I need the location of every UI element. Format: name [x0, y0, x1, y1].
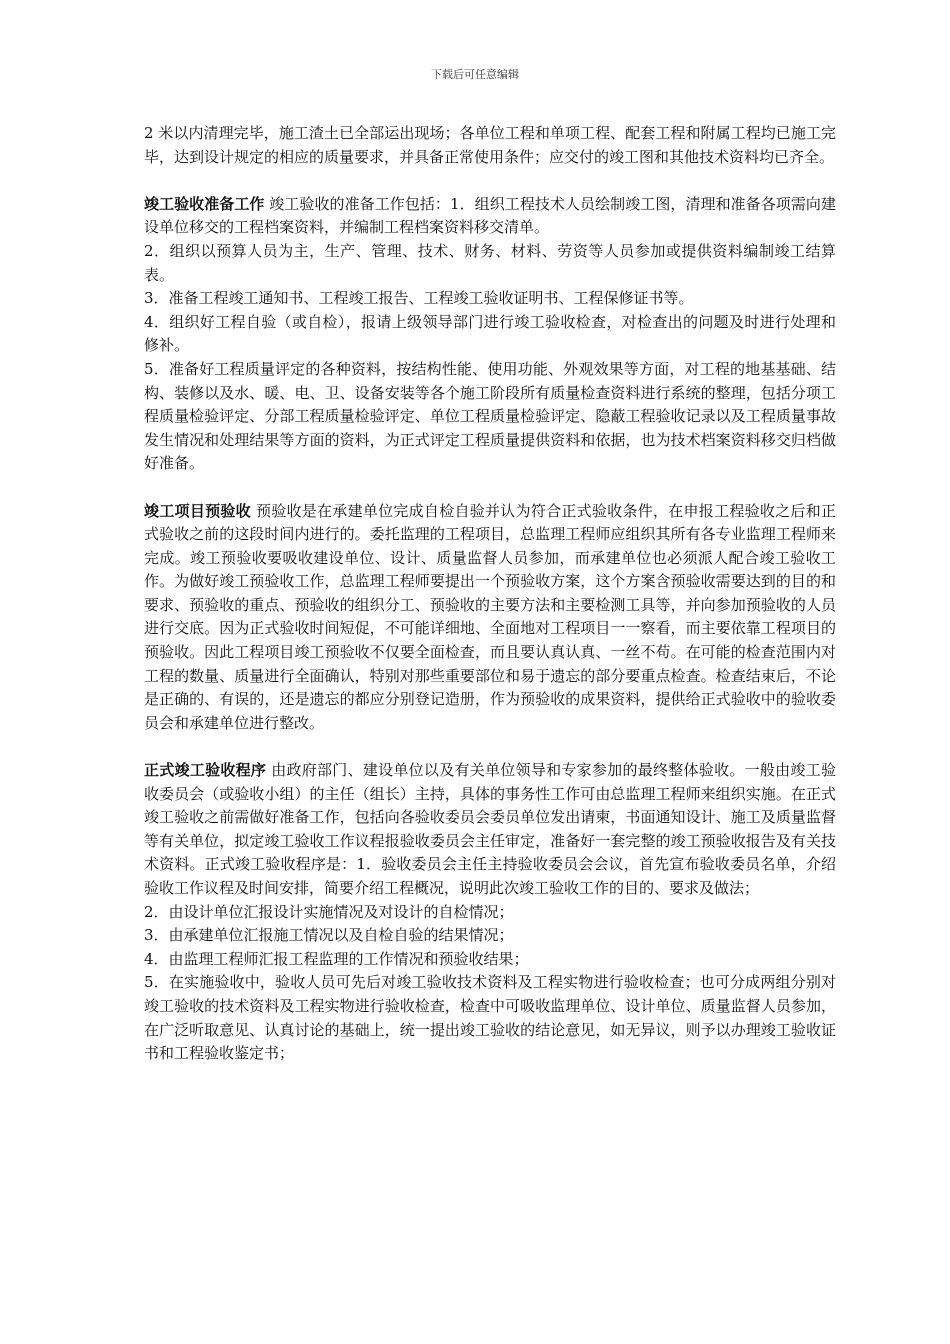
paragraph-line: 4．组织好工程自验（或自检），报请上级领导部门进行竣工验收检查，对检查出的问题及时进行处理和修补。	[144, 312, 836, 355]
section-term: 竣工项目预验收	[144, 501, 251, 520]
paragraph-site-clearance	[144, 122, 836, 169]
paragraph-line	[144, 759, 836, 901]
paragraph-pre-acceptance	[144, 500, 836, 736]
paragraph-line: 2．组织以预算人员为主，生产、管理、技术、财务、材料、劳资等人员参加或提供资料编制竣工结算表。	[144, 241, 836, 284]
paragraph-text: 竣工验收的准备工作包括：1．组织工程技术人员绘制竣工图，清理和准备各项需向建设单位移交的工程档案资料，并编制工程档案资料移交清单。	[144, 194, 836, 237]
paragraph-line: 3．由承建单位汇报施工情况以及自检自验的结果情况；	[144, 926, 514, 945]
paragraph-text: 预验收是在承建单位完成自检自验并认为符合正式验收条件，在申报工程验收之后和正式验收之前的这段时间内进行的。委托监理的工程项目，总监理工程师应组织其所有各专业监理工程师来完成。竣工预验收要吸收建设单位、设计、质量监督人员参加，而承建单位也必须派人配合竣工验收工作。为做好竣工预验收工作，总监理工程师要提出一个预验收方案，这个方案含预验收需要达到的目的和要求、预验收的重点、预验收的组织分工、预验收的主要方法和主要检测工具等，并向参加预验收的人员进行交底。因为正式验收时间短促，不可能详细地、全面地对工程项目一一察看，而主要依靠工程项目的预验收。因此工程项目竣工预验收不仅要全面检查，而且要认真认真、一丝不苟。在可能的检查范围内对工程的数量、质量进行全面确认，特别对那些重要部位和易于遗忘的部分要重点检查。检查结束后，不论是正确的、有误的，还是遗忘的都应分别登记造册，作为预验收的成果资料，提供给正式验收中的验收委员会和承建单位进行整改。	[144, 501, 836, 732]
paragraph-preparation	[144, 193, 836, 476]
section-term: 正式竣工验收程序	[144, 761, 267, 780]
paragraph-line: 4．由监理工程师汇报工程监理的工作情况和预验收结果；	[144, 949, 529, 968]
paragraph-line: 3．准备工程竣工通知书、工程竣工报告、工程竣工验收证明书、工程保修证书等。	[144, 289, 694, 308]
paragraph-formal-acceptance	[144, 759, 836, 1066]
paragraph-line	[144, 500, 836, 736]
paragraph-line: 5．在实施验收中，验收人员可先后对竣工验收技术资料及工程实物进行验收检查；也可分成两组分别对竣工验收的技术资料及工程实物进行验收检查，检查中可吸收监理单位、设计单位、质量监督人员参加，在广泛听取意见、认真讨论的基础上，统一提出竣工验收的结论意见，如无异议，则予以办理竣工验收证书和工程验收鉴定书；	[144, 973, 836, 1063]
paragraph-line: 2．由设计单位汇报设计实施情况及对设计的自检情况；	[144, 902, 514, 921]
paragraph-line: 2 米以内清理完毕，施工渣土已全部运出现场；各单位工程和单项工程、配套工程和附属工程均已施工完毕，达到设计规定的相应的质量要求，并具备正常使用条件；应交付的竣工图和其他技术资料均已齐全。	[144, 124, 836, 166]
paragraph-text: 由政府部门、建设单位以及有关单位领导和专家参加的最终整体验收。一般由竣工验收委员会（或验收小组）的主任（组长）主持，具体的事务性工作可由总监理工程师来组织实施。在正式竣工验收之前需做好准备工作，包括向各验收委员会委员单位发出请柬，书面通知设计、施工及质量监督等有关单位，拟定竣工验收工作议程报验收委员会主任审定，准备好一套完整的竣工预验收报告及有关技术资料。正式竣工验收程序是：1．验收委员会主任主持验收委员会会议，首先宣布验收委员名单，介绍验收工作议程及时间安排，简要介绍工程概况，说明此次竣工验收工作的目的、要求及做法；	[144, 761, 836, 897]
document-body	[144, 122, 836, 1089]
page-header: 下载后可任意编辑	[431, 68, 519, 81]
section-term: 竣工验收准备工作	[144, 194, 265, 213]
paragraph-line: 5．准备好工程质量评定的各种资料，按结构性能、使用功能、外观效果等方面，对工程的地基基础、结构、装修以及水、暖、电、卫、设备安装等各个施工阶段所有质量检查资料进行系统的整理，包括分项工程质量检验评定、分部工程质量检验评定、单位工程质量检验评定、隐蔽工程验收记录以及工程质量事故发生情况和处理结果等方面的资料，为正式评定工程质量提供资料和依据，也为技术档案资料移交归档做好准备。	[144, 359, 836, 473]
paragraph-line	[144, 193, 836, 240]
